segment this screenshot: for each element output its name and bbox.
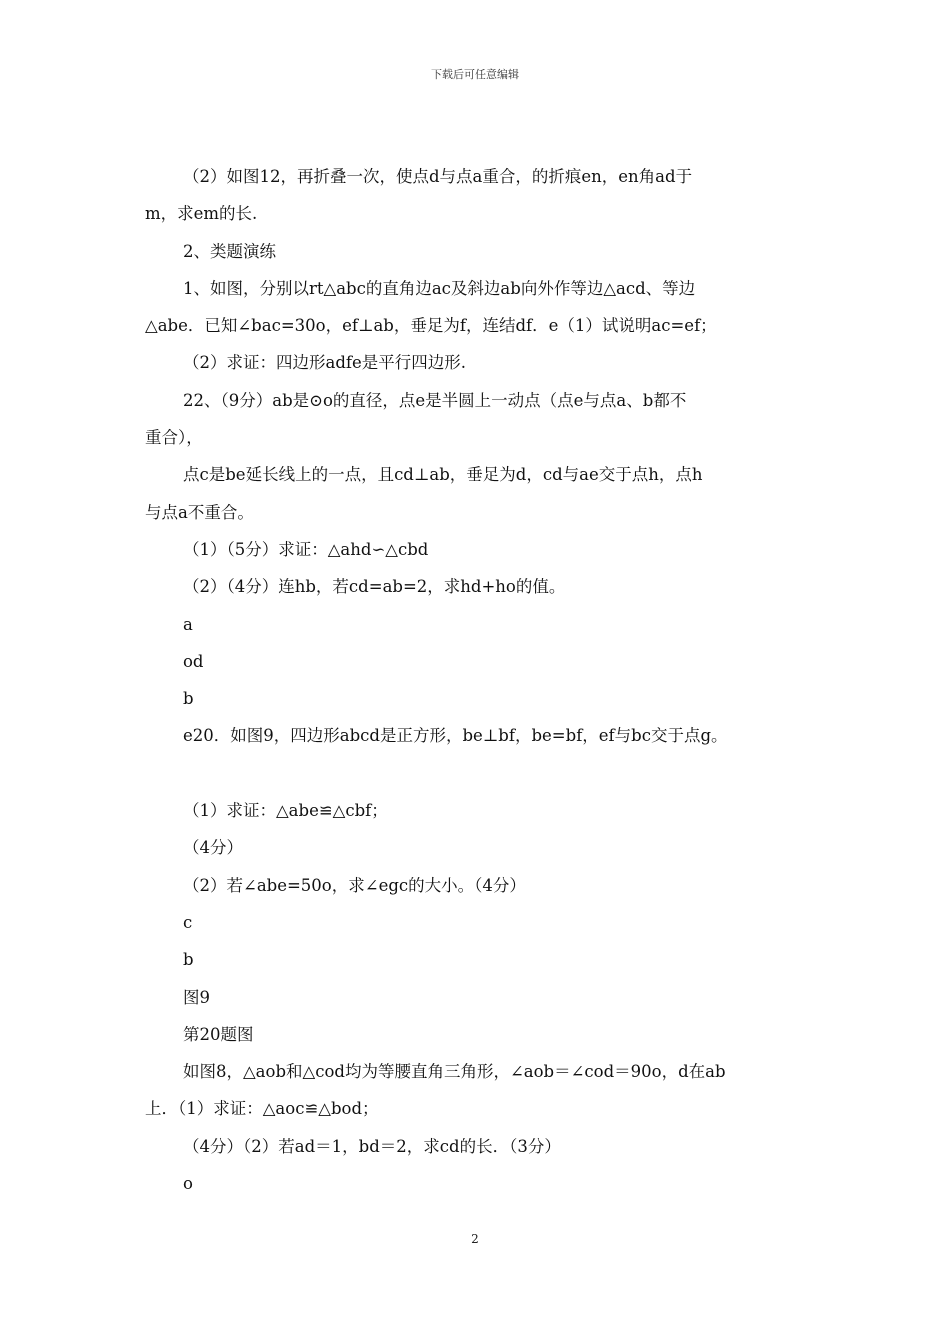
text-line: （2）求证：四边形adfe是平行四边形. [183, 353, 467, 373]
text-line: （4分）（2）若ad＝1，bd＝2，求cd的长．（3分） [183, 1136, 561, 1156]
text-line: 与点a不重合。 [145, 502, 254, 522]
blank-line [145, 755, 810, 792]
text-line: 如图8，△aob和△cod均为等腰直角三角形，∠aob＝∠cod＝90o，d在ab [183, 1062, 726, 1082]
text-line: △abe．已知∠bac=30o，ef⊥ab，垂足为f，连结df．e（1）试说明ac=ef； [145, 316, 717, 336]
text-line: a [183, 614, 193, 634]
text-line: （4分） [183, 838, 243, 858]
text-line: b [183, 950, 194, 970]
text-line: m，求em的长. [145, 204, 258, 224]
text-line: （2）如图12，再折叠一次，使点d与点a重合，的折痕en，en角ad于 [183, 167, 693, 186]
text-line: 图9 [183, 987, 210, 1007]
text-line: （1）求证：△abe≌△cbf； [183, 801, 388, 821]
text-line: （1）（5分）求证：△ahd∽△cbd [183, 539, 429, 559]
text-line: c [183, 912, 193, 932]
text-line: 第20题图 [183, 1024, 254, 1044]
page-header: 下载后可任意编辑 [431, 68, 519, 81]
text-line: （2）（4分）连hb，若cd=ab=2，求hd+ho的值。 [183, 577, 566, 597]
text-line: 上．（1）求证：△aoc≌△bod； [145, 1099, 379, 1119]
text-line: 点c是be延长线上的一点，且cd⊥ab，垂足为d，cd与ae交于点h，点h [183, 465, 703, 485]
text-line: o [183, 1174, 193, 1194]
page-number: 2 [471, 1232, 479, 1246]
text-line: od [183, 651, 204, 671]
text-line: （2）若∠abe=50o，求∠egc的大小。（4分） [183, 875, 526, 895]
text-line: 2、类题演练 [183, 241, 276, 261]
text-line: b [183, 689, 194, 709]
text-line: 22、（9分）ab是⊙o的直径，点e是半圆上一动点（点e与点a、b都不 [183, 390, 687, 410]
document-body [145, 158, 810, 1202]
text-line: e20．如图9，四边形abcd是正方形，be⊥bf，be=bf，ef与bc交于点g。 [183, 726, 728, 746]
text-line: 1、如图，分别以rt△abc的直角边ac及斜边ab向外作等边△acd、等边 [183, 278, 696, 298]
text-line: 重合）， [145, 428, 203, 448]
